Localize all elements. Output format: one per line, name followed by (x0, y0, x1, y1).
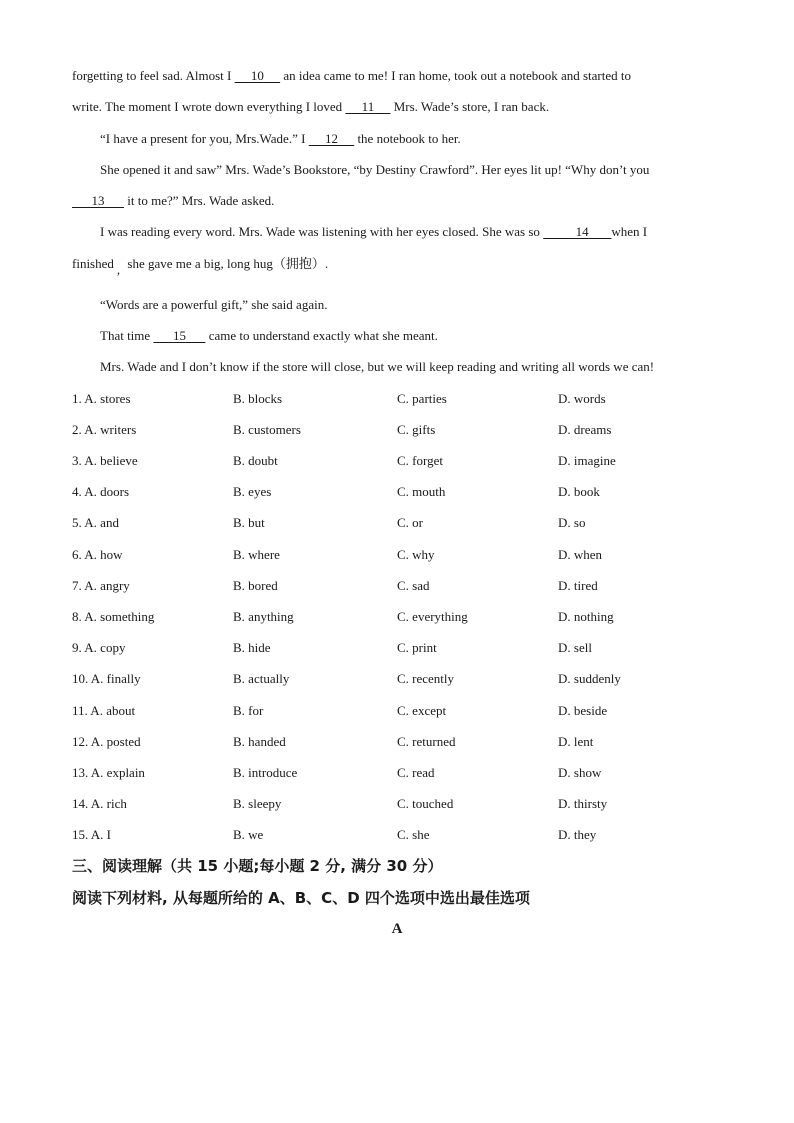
option-d: D. show (558, 765, 602, 780)
passage-line-9 (100, 328, 740, 344)
option-d: D. they (558, 827, 597, 842)
passage-text: she gave me a big, long hug（拥抱）. (124, 256, 329, 271)
option-b: B. bored (233, 578, 278, 593)
option-d: D. beside (558, 703, 608, 718)
option-b: B. customers (233, 422, 301, 437)
option-c: C. read (397, 765, 435, 780)
option-row (72, 422, 712, 438)
blank-10: 10 (250, 68, 264, 83)
option-a: 14. A. rich (72, 796, 127, 811)
option-row (72, 484, 712, 500)
option-row (72, 827, 712, 843)
option-d: D. when (558, 547, 603, 562)
passage-text: Mrs. Wade’s store, I ran back. (390, 99, 550, 114)
option-c: C. she (397, 827, 430, 842)
option-c: C. forget (397, 453, 443, 468)
option-a: 13. A. explain (72, 765, 145, 780)
option-b: B. we (233, 827, 264, 842)
option-d: D. so (558, 515, 586, 530)
option-b: B. handed (233, 734, 286, 749)
blank-11: 11 (361, 99, 375, 114)
option-a: 12. A. posted (72, 734, 141, 749)
option-b: B. sleepy (233, 796, 282, 811)
option-d: D. thirsty (558, 796, 608, 811)
option-c: C. or (397, 515, 423, 530)
passage-text: when I (611, 224, 648, 239)
option-b: B. hide (233, 640, 271, 655)
option-d: D. tired (558, 578, 598, 593)
passage-text: Mrs. Wade and I don’t know if the store will close, but we will keep reading and writing all words we can! (100, 359, 655, 374)
option-c: C. gifts (397, 422, 436, 437)
blank-12: 12 (324, 131, 338, 146)
option-row (72, 391, 712, 407)
option-row (72, 515, 712, 531)
passage-text: “Words are a powerful gift,” she said again. (100, 297, 328, 312)
blank-15: 15 (172, 328, 186, 343)
option-a: 15. A. I (72, 827, 111, 842)
option-a: 1. A. stores (72, 391, 131, 406)
section-instruction: 阅读下列材料, 从每题所给的 A、B、C、D 四个选项中选出最佳选项 (72, 889, 530, 907)
option-c: C. returned (397, 734, 456, 749)
option-d: D. nothing (558, 609, 614, 624)
passage-line-10 (100, 359, 740, 375)
option-a: 8. A. something (72, 609, 155, 624)
option-b: B. introduce (233, 765, 298, 780)
option-b: B. eyes (233, 484, 272, 499)
passage-line-1 (72, 68, 712, 84)
option-c: C. recently (397, 671, 455, 686)
option-row (72, 703, 712, 719)
option-b: B. blocks (233, 391, 283, 406)
passage-text: forgetting to feel sad. Almost I (72, 68, 235, 83)
passage-text: it to me?” Mrs. Wade asked. (124, 193, 275, 208)
option-c: C. except (397, 703, 447, 718)
part-label: A (391, 921, 403, 937)
option-c: C. print (397, 640, 437, 655)
option-row (72, 578, 712, 594)
option-row (72, 734, 712, 750)
passage-text: That time (100, 328, 154, 343)
option-a: 7. A. angry (72, 578, 130, 593)
passage-text: an idea came to me! I ran home, took out a notebook and started to (280, 68, 631, 83)
option-d: D. lent (558, 734, 594, 749)
option-a: 2. A. writers (72, 422, 137, 437)
passage-line-4 (100, 162, 740, 178)
option-a: 3. A. believe (72, 453, 138, 468)
option-row (72, 547, 712, 563)
option-d: D. imagine (558, 453, 616, 468)
option-b: B. doubt (233, 453, 278, 468)
option-c: C. why (397, 547, 435, 562)
passage-line-3 (100, 131, 740, 147)
option-row (72, 609, 712, 625)
option-b: B. actually (233, 671, 290, 686)
passage-line-2 (72, 99, 712, 115)
option-a: 5. A. and (72, 515, 119, 530)
option-d: D. suddenly (558, 671, 621, 686)
passage-text: finished (72, 256, 114, 271)
passage-text: She opened it and saw” Mrs. Wade’s Bookstore, “by Destiny Crawford”. Her eyes lit up! “Why don’t you (100, 162, 650, 177)
option-d: D. dreams (558, 422, 612, 437)
option-row (72, 796, 712, 812)
option-row (72, 765, 712, 781)
passage-text: “I have a present for you, Mrs.Wade.” I (100, 131, 309, 146)
passage-line-6 (100, 224, 740, 240)
option-a: 11. A. about (72, 703, 136, 718)
option-b: B. for (233, 703, 264, 718)
passage-text: write. The moment I wrote down everything I loved (72, 99, 346, 114)
option-c: C. sad (397, 578, 430, 593)
option-a: 4. A. doors (72, 484, 130, 499)
section-title: 三、阅读理解（共 15 小题;每小题 2 分, 满分 30 分） (72, 857, 443, 875)
passage-line-8 (100, 297, 740, 313)
passage-text: the notebook to her. (354, 131, 461, 146)
option-a: 10. A. finally (72, 671, 141, 686)
option-c: C. parties (397, 391, 447, 406)
option-b: B. anything (233, 609, 294, 624)
option-c: C. touched (397, 796, 454, 811)
passage-text: came to understand exactly what she meant. (205, 328, 438, 343)
option-a: 6. A. how (72, 547, 123, 562)
option-row (72, 640, 712, 656)
option-b: B. where (233, 547, 280, 562)
passage-line-5 (72, 193, 712, 209)
blank-13: 13 (91, 193, 105, 208)
option-a: 9. A. copy (72, 640, 126, 655)
blank-14: 14 (575, 224, 589, 239)
option-row (72, 671, 712, 687)
stray-comma: , (116, 262, 121, 277)
option-row (72, 453, 712, 469)
option-d: D. words (558, 391, 606, 406)
option-d: D. sell (558, 640, 592, 655)
option-c: C. mouth (397, 484, 446, 499)
passage-line-7 (72, 256, 712, 277)
option-c: C. everything (397, 609, 468, 624)
option-b: B. but (233, 515, 265, 530)
passage-text: I was reading every word. Mrs. Wade was listening with her eyes closed. She was so (100, 224, 544, 239)
option-d: D. book (558, 484, 600, 499)
